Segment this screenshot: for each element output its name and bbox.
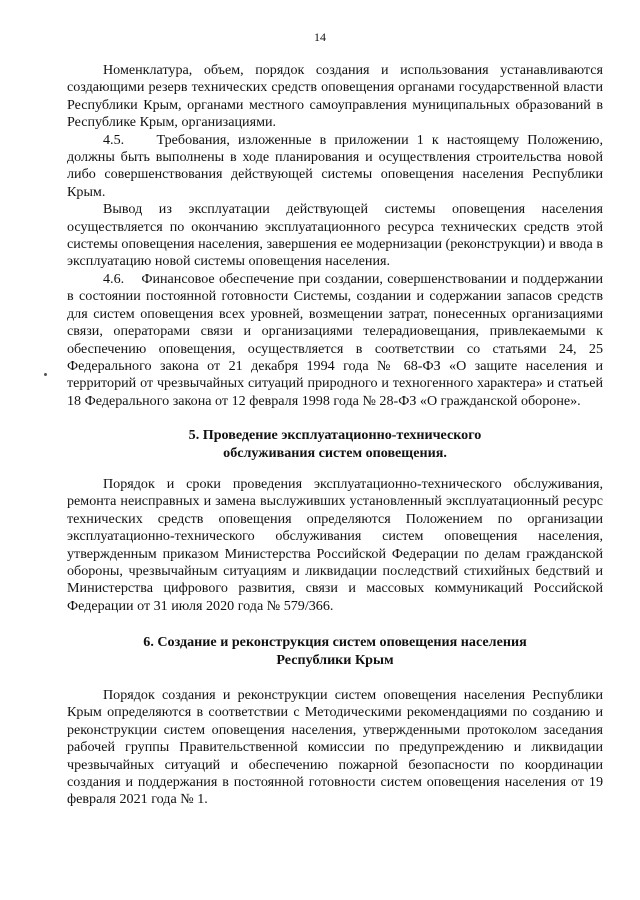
spacer	[67, 410, 603, 427]
section-6-heading-line-1: 6. Создание и реконструкция систем оповещения населения	[143, 634, 527, 651]
spacer	[67, 669, 603, 687]
paragraph-decommissioning: Вывод из эксплуатации действующей системы оповещения населения осуществляется по окончанию эксплуатационного ресурса технических средств этой системы оповещения населения, завершения ее модернизации (реконструкции) и ввода в эксплуатацию новой системы оповещения населения.	[67, 201, 603, 270]
paragraph-maintenance-order: Порядок и сроки проведения эксплуатационно-технического обслуживания, ремонта неисправных и замена выслуживших установленный эксплуатационный ресурс технических средств оповещения определяются Положением по организации эксплуатационно-технического обслуживания систем оповещения населения, утвержденным приказом Министерства Российской Федерации по делам гражданской обороны, чрезвычайным ситуациям и ликвидации последствий стихийных бедствий и Министерства цифрового развития, связи и массовых коммуникаций Российской Федерации от 31 июля 2020 года № 579/366.	[67, 475, 603, 614]
section-6-heading-line-2: Республики Крым	[276, 651, 394, 668]
spacer	[67, 462, 603, 476]
paragraph-nomenclature: Номенклатура, объем, порядок создания и использования устанавливаются создающими резерв технических средств оповещения органами государственной власти Республики Крым, органами местного самоуправления муниципальных образований в Республике Крым, организациями.	[67, 62, 603, 131]
paragraph-4-6-financing: 4.6. Финансовое обеспечение при создании, совершенствовании и поддержании в состоянии постоянной готовности Системы, создании и содержании запасов средств для систем оповещения всех уровней, возмещении затрат, понесенных организациями связи, операторами связи и организациями телерадиовещания, привлекаемыми к обеспечению оповещения, осуществляется в соответствии со статьями 24, 25 Федерального закона от 21 декабря 1994 года № 68-ФЗ «О защите населения и территорий от чрезвычайных ситуаций природного и техногенного характера» и статьей 18 Федерального закона от 12 февраля 1998 года № 28-ФЗ «О гражданской обороне».	[67, 270, 603, 409]
margin-dot-mark	[44, 373, 47, 376]
paragraph-creation-reconstruction: Порядок создания и реконструкции систем оповещения населения Республики Крым определяются в соответствии с Методическими рекомендациями по созданию и реконструкции систем оповещения населения, утвержденными протоколом заседания рабочей группы Правительственной комиссии по предупреждению и ликвидации чрезвычайных ситуаций и обеспечению пожарной безопасности по координации создания и поддержания в постоянной готовности систем оповещения населения от 19 февраля 2021 года № 1.	[67, 687, 603, 808]
page-number: 14	[314, 30, 326, 44]
section-5-heading-line-1: 5. Проведение эксплуатационно-технического	[188, 427, 482, 444]
spacer	[67, 615, 603, 634]
paragraph-4-5-requirements: 4.5. Требования, изложенные в приложении 1 к настоящему Положению, должны быть выполнены в ходе планирования и осуществления строительства новой либо совершенствования действующей системы оповещения населения Республики Крым.	[67, 131, 603, 200]
document-body	[67, 62, 603, 809]
section-5-heading-line-2: обслуживания систем оповещения.	[223, 444, 447, 461]
